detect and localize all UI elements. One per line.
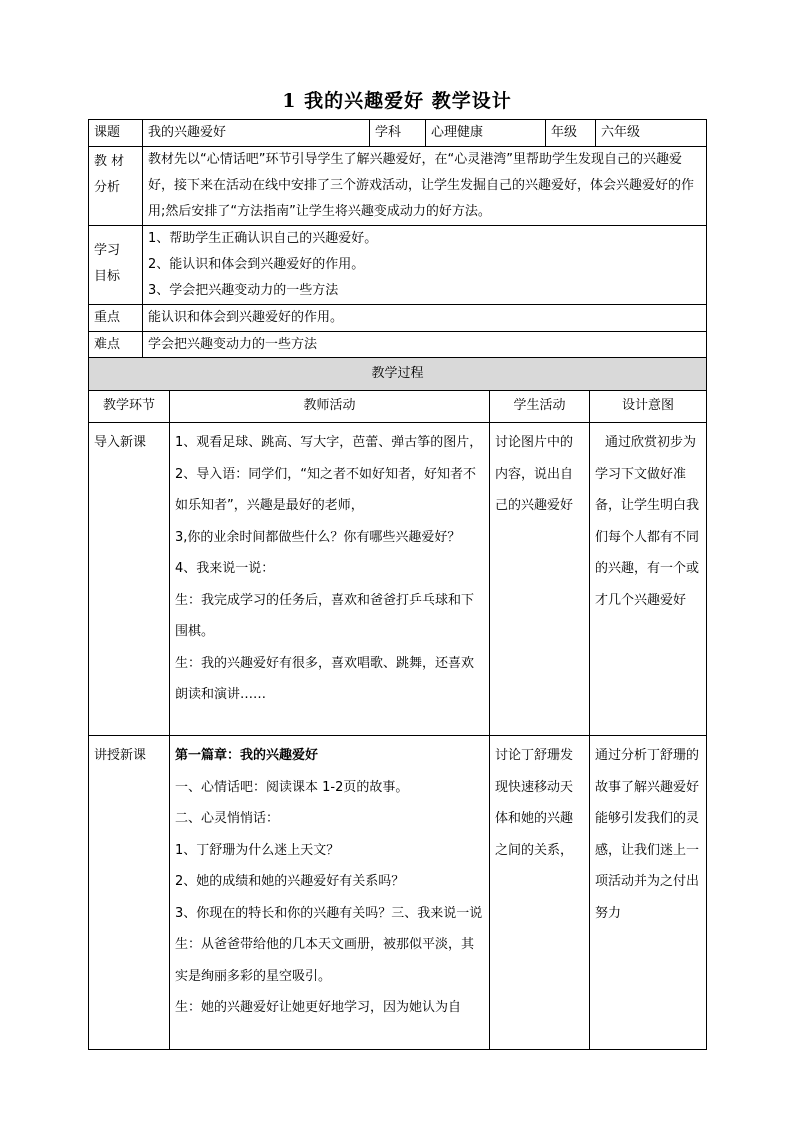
- column-header: 设计意图: [590, 391, 707, 423]
- column-header: 教师活动: [170, 391, 490, 423]
- column-header: 学生活动: [490, 391, 590, 423]
- teacher-activity-line: 生：她的兴趣爱好让她更好地学习，因为她认为自: [175, 1000, 462, 1015]
- goals-list: [143, 226, 707, 305]
- teacher-activity-line: 1、观看足球、跳高、写大字，芭蕾、弹古筝的图片，: [175, 435, 483, 450]
- teacher-activity-line: 3,你的业余时间都做些什么？你有哪些兴趣爱好？: [175, 529, 461, 545]
- teacher-activity-line: 2、导入语：同学们，“知之者不如好知者，好知者不如乐知者”，兴趣是最好的老师，: [175, 466, 477, 513]
- page-title: 1 我的兴趣爱好 教学设计: [282, 90, 512, 112]
- key-point-value: 能认识和体会到兴趣爱好的作用。: [143, 305, 707, 332]
- analysis-text: 教材先以“心情话吧”环节引导学生了解兴趣爱好，在“心灵港湾”里帮助学生发现自己的兴趣爱好，接下来在活动在线中安排了三个游戏活动，让学生发掘自己的兴趣爱好，体会兴趣爱好的作用;然后安排了“方法指南”让学生将兴趣变成动力的好方法。: [143, 147, 707, 226]
- grade-value: 六年级: [596, 120, 707, 147]
- subject-value: 心理健康: [426, 120, 546, 147]
- analysis-label-line: 分析: [94, 180, 121, 195]
- goals-label-line: 目标: [94, 269, 121, 284]
- design-intent-cell: 通过分析丁舒珊的故事了解兴趣爱好能够引发我们的灵感，让我们迷上一项活动并为之付出努力: [590, 736, 707, 1050]
- teacher-activity-line: 1、丁舒珊为什么迷上天文？: [175, 842, 340, 858]
- goals-label-line: 学习: [94, 243, 121, 258]
- teacher-activity-line: 二、心灵悄悄话：: [175, 811, 280, 826]
- teaching-process-table: [88, 357, 707, 1050]
- topic-label: 课题: [89, 120, 143, 147]
- process-header: 教学过程: [89, 358, 707, 391]
- student-activity-cell: 讨论丁舒珊发现快速移动天体和她的兴趣之间的关系，: [490, 736, 590, 1050]
- stage-cell: 导入新课: [89, 423, 170, 736]
- lesson-info-table: [88, 119, 707, 359]
- analysis-label-line: 教 材: [94, 154, 125, 169]
- key-point-label: 重点: [89, 305, 143, 332]
- analysis-label: [89, 147, 143, 226]
- grade-label: 年级: [546, 120, 596, 147]
- difficulty-value: 学会把兴趣变动力的一些方法: [143, 332, 707, 359]
- teacher-activity-line: 4、我来说一说：: [175, 561, 275, 576]
- column-header: 教学环节: [89, 391, 170, 423]
- student-activity-cell: 讨论图片中的内容，说出自己的兴趣爱好: [490, 423, 590, 736]
- goal-item: 2、能认识和体会到兴趣爱好的作用。: [148, 257, 365, 272]
- teacher-activity-line: 2、她的成绩和她的兴趣爱好有关系吗？: [175, 874, 405, 889]
- goal-item: 3、学会把兴趣变动力的一些方法: [148, 283, 339, 298]
- teacher-activity-line: 一、心情话吧：阅读课本 1-2页的故事。: [175, 779, 409, 795]
- teacher-activity-line: 生：从爸爸带给他的几本天文画册，被那似平淡，其实是绚丽多彩的星空吸引。: [175, 937, 475, 984]
- goal-item: 1、帮助学生正确认识自己的兴趣爱好。: [148, 231, 378, 246]
- goals-label: [89, 226, 143, 305]
- design-intent-cell: 通过欣赏初步为学习下文做好准备，让学生明白我们每个人都有不同的兴趣，有一个或才几个兴趣爱好: [590, 423, 707, 736]
- teacher-activity-cell: [170, 736, 490, 1050]
- teacher-activity-line: 生：我完成学习的任务后，喜欢和爸爸打乒乓球和下围棋。: [175, 592, 475, 639]
- teacher-activity-heading: 第一篇章：我的兴趣爱好: [175, 748, 319, 763]
- teacher-activity-line: 生：我的兴趣爱好有很多，喜欢唱歌、跳舞，还喜欢朗读和演讲……: [175, 655, 475, 702]
- difficulty-label: 难点: [89, 332, 143, 359]
- teacher-activity-cell: [170, 423, 490, 736]
- stage-cell: 讲授新课: [89, 736, 170, 1050]
- teacher-activity-line: 3、你现在的特长和你的兴趣有关吗？三、我来说一说: [175, 905, 483, 921]
- subject-label: 学科: [370, 120, 426, 147]
- topic-value: 我的兴趣爱好: [143, 120, 370, 147]
